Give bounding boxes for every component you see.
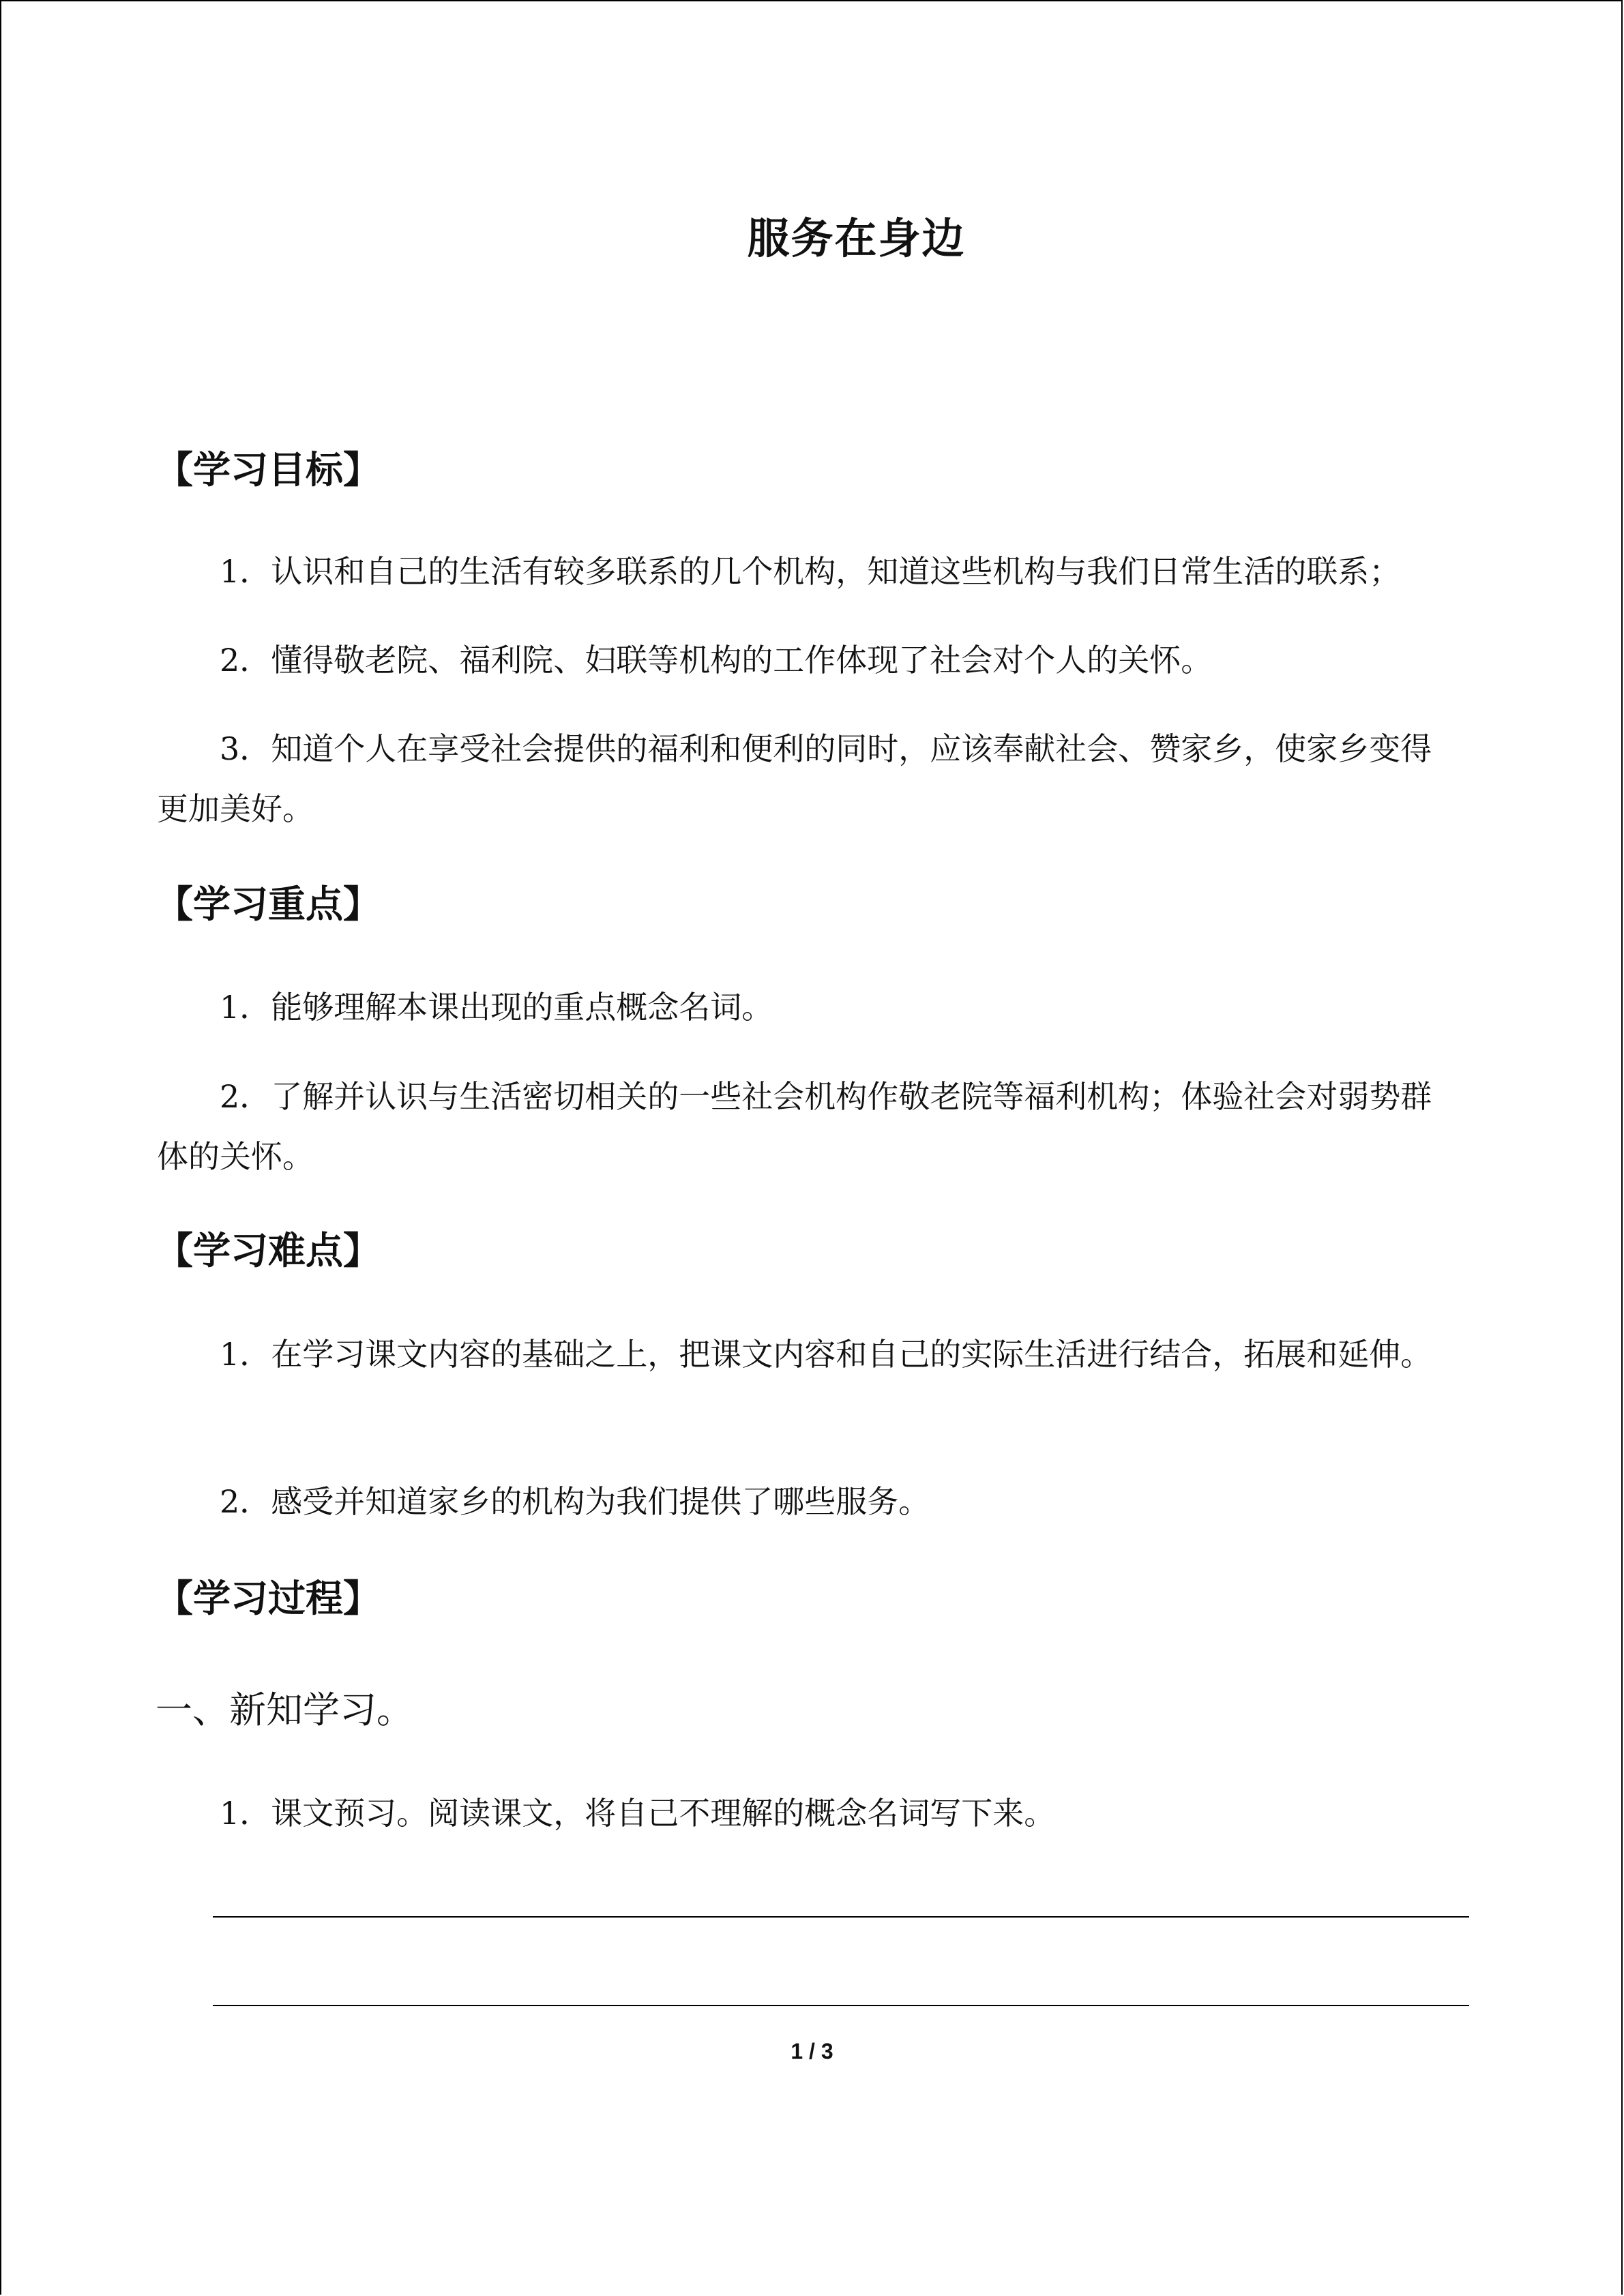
answer-line-2[interactable] (213, 2005, 1469, 2006)
difficulties-heading: 【学习难点】 (156, 1229, 381, 1272)
key-points-heading: 【学习重点】 (156, 882, 381, 926)
objective-item-2: 2．懂得敬老院、福利院、妇联等机构的工作体现了社会对个人的关怀。 (220, 642, 1213, 679)
part1-title: 一、新知学习。 (156, 1688, 413, 1731)
objective-item-3: 3．知道个人在享受社会提供的福利和便利的同时，应该奉献社会、赞家乡，使家乡变得更加美好。 (157, 730, 1432, 827)
key-point-item-1: 1．能够理解本课出现的重点概念名词。 (220, 989, 773, 1026)
document-title: 服务在身边 (747, 213, 966, 263)
difficulty-item-2: 2．感受并知道家乡的机构为我们提供了哪些服务。 (220, 1483, 930, 1520)
page-number: 1 / 3 (791, 2039, 833, 2063)
key-point-item-2: 2．了解并认识与生活密切相关的一些社会机构作敬老院等福利机构；体验社会对弱势群体的关怀。 (157, 1078, 1432, 1175)
answer-line-1[interactable] (213, 1916, 1469, 1918)
task1-text: 1．课文预习。阅读课文，将自己不理解的概念名词写下来。 (220, 1795, 1056, 1832)
objective-item-1: 1．认识和自己的生活有较多联系的几个机构，知道这些机构与我们日常生活的联系； (220, 553, 1401, 590)
objectives-heading: 【学习目标】 (156, 448, 381, 492)
difficulty-item-1: 1．在学习课文内容的基础之上，把课文内容和自己的实际生活进行结合，拓展和延伸。 (220, 1336, 1432, 1373)
process-heading: 【学习过程】 (156, 1577, 381, 1620)
